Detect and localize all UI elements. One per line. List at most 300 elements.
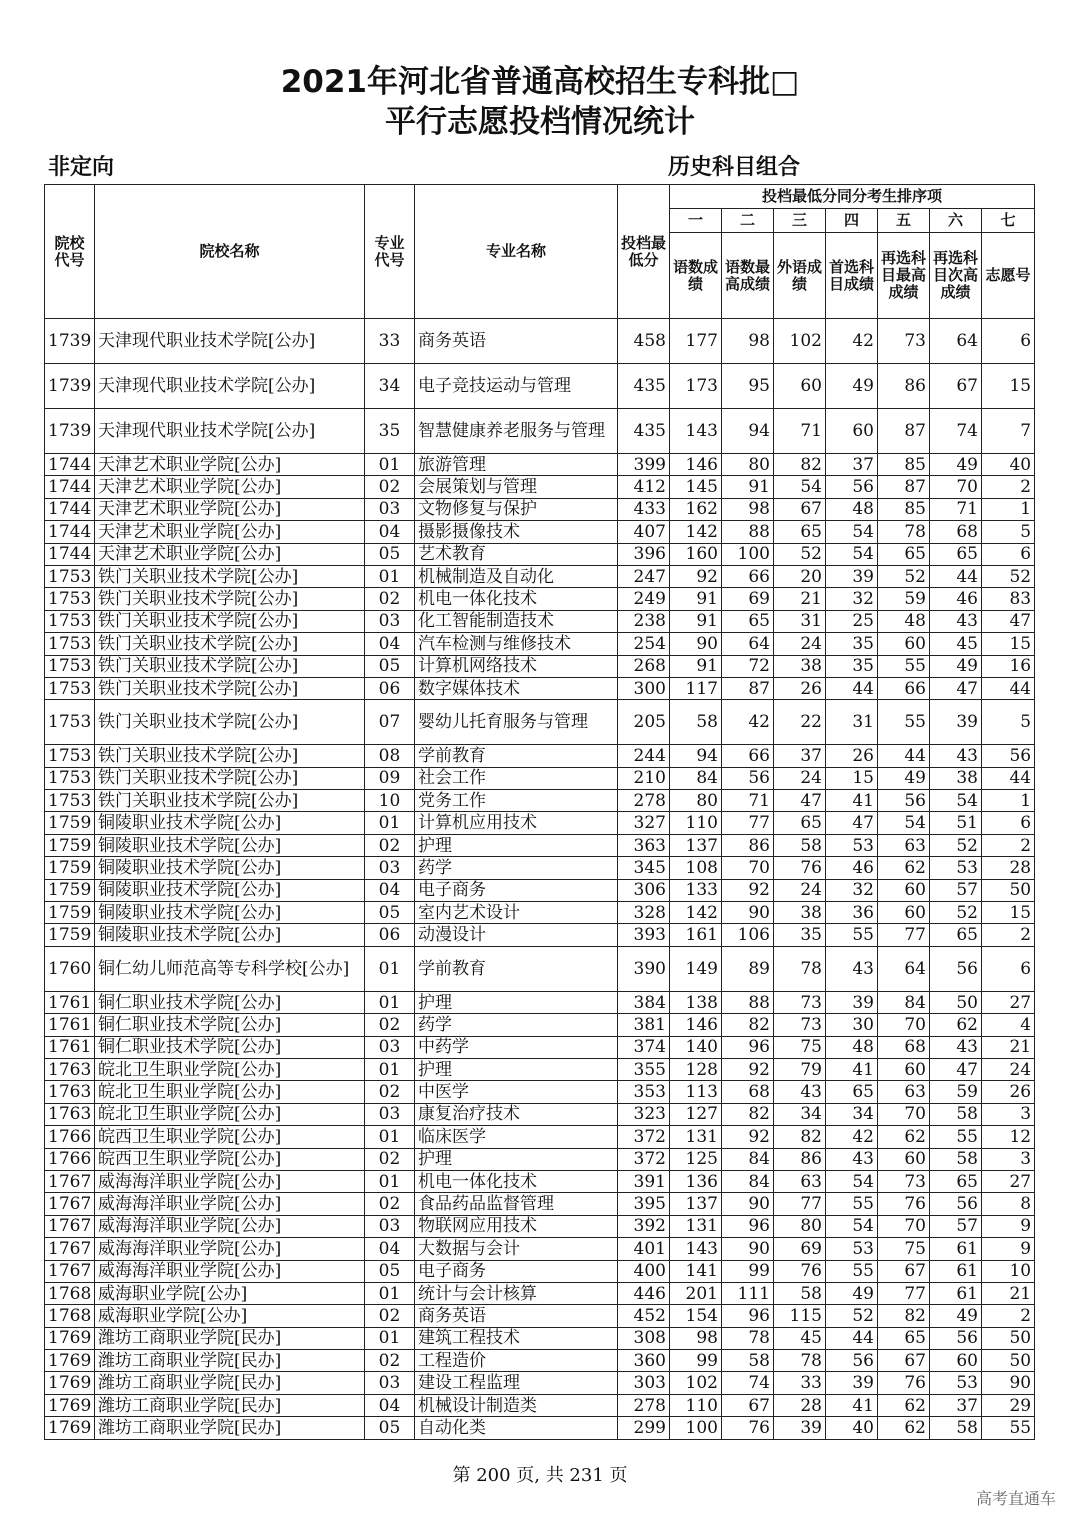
cell-school-name: 天津现代职业技术学院[公办] [95, 409, 365, 454]
cell-score-chinese-math: 160 [670, 543, 722, 565]
cell-major-name: 室内艺术设计 [415, 902, 618, 924]
cell-score-elective-second: 44 [930, 565, 982, 587]
table-row [45, 655, 1035, 677]
cell-school-code: 1744 [45, 454, 95, 476]
cell-school-name: 皖西卫生职业学院[公办] [95, 1148, 365, 1170]
cell-school-code: 1753 [45, 655, 95, 677]
cell-school-name: 天津现代职业技术学院[公办] [95, 364, 365, 409]
cell-score-first-subject: 54 [826, 1170, 878, 1192]
cell-score-chinese-math: 117 [670, 677, 722, 699]
header-item-4: 首选科目成绩 [826, 233, 878, 319]
cell-score-elective-second: 53 [930, 857, 982, 879]
cell-min-score: 327 [618, 812, 670, 834]
cell-score-elective-max: 65 [878, 543, 930, 565]
cell-score-chinese-math-max: 82 [722, 1103, 774, 1125]
cell-school-name: 潍坊工商职业学院[民办] [95, 1372, 365, 1394]
cell-school-code: 1739 [45, 319, 95, 364]
cell-preference-number: 12 [982, 1126, 1035, 1148]
table-row [45, 1036, 1035, 1058]
cell-major-code: 06 [365, 677, 415, 699]
table-row [45, 476, 1035, 498]
cell-preference-number: 9 [982, 1215, 1035, 1237]
cell-school-code: 1763 [45, 1081, 95, 1103]
cell-score-chinese-math: 58 [670, 700, 722, 745]
cell-score-first-subject: 32 [826, 588, 878, 610]
cell-score-elective-max: 76 [878, 1372, 930, 1394]
table-row [45, 588, 1035, 610]
cell-score-elective-max: 48 [878, 610, 930, 632]
cell-major-name: 药学 [415, 857, 618, 879]
cell-major-code: 01 [365, 1327, 415, 1349]
cell-min-score: 433 [618, 498, 670, 520]
cell-score-chinese-math-max: 58 [722, 1350, 774, 1372]
cell-major-code: 03 [365, 857, 415, 879]
table-row [45, 1417, 1035, 1439]
cell-school-name: 天津艺术职业学院[公办] [95, 454, 365, 476]
watermark: 高考直通车 [975, 1489, 1056, 1508]
cell-score-chinese-math-max: 111 [722, 1282, 774, 1304]
cell-school-name: 皖北卫生职业学院[公办] [95, 1103, 365, 1125]
cell-major-name: 艺术教育 [415, 543, 618, 565]
cell-preference-number: 2 [982, 476, 1035, 498]
cell-major-name: 护理 [415, 991, 618, 1013]
header-school-name: 院校名称 [95, 185, 365, 319]
table-row [45, 1238, 1035, 1260]
header-rank-2: 二 [722, 209, 774, 233]
cell-score-foreign: 26 [774, 677, 826, 699]
cell-score-chinese-math-max: 96 [722, 1305, 774, 1327]
cell-score-chinese-math: 99 [670, 1350, 722, 1372]
cell-major-code: 04 [365, 1394, 415, 1416]
cell-school-name: 铁门关职业技术学院[公办] [95, 610, 365, 632]
table-row [45, 1372, 1035, 1394]
cell-major-code: 01 [365, 454, 415, 476]
cell-score-chinese-math-max: 96 [722, 1036, 774, 1058]
cell-score-elective-second: 51 [930, 812, 982, 834]
cell-major-code: 01 [365, 565, 415, 587]
cell-score-chinese-math-max: 66 [722, 745, 774, 767]
cell-min-score: 395 [618, 1193, 670, 1215]
cell-score-elective-second: 56 [930, 1193, 982, 1215]
cell-score-first-subject: 53 [826, 1238, 878, 1260]
cell-school-code: 1766 [45, 1148, 95, 1170]
cell-school-name: 潍坊工商职业学院[民办] [95, 1327, 365, 1349]
cell-score-chinese-math-max: 65 [722, 610, 774, 632]
cell-score-foreign: 82 [774, 1126, 826, 1148]
cell-min-score: 278 [618, 1394, 670, 1416]
cell-major-name: 文物修复与保护 [415, 498, 618, 520]
table-row [45, 1394, 1035, 1416]
cell-min-score: 452 [618, 1305, 670, 1327]
cell-score-chinese-math: 154 [670, 1305, 722, 1327]
cell-school-code: 1753 [45, 677, 95, 699]
cell-score-elective-second: 38 [930, 767, 982, 789]
cell-score-elective-second: 46 [930, 588, 982, 610]
cell-min-score: 247 [618, 565, 670, 587]
cell-major-name: 计算机网络技术 [415, 655, 618, 677]
cell-major-name: 建筑工程技术 [415, 1327, 618, 1349]
cell-score-chinese-math-max: 42 [722, 700, 774, 745]
table-row [45, 1103, 1035, 1125]
cell-major-code: 35 [365, 409, 415, 454]
cell-score-chinese-math-max: 90 [722, 1238, 774, 1260]
cell-major-code: 34 [365, 364, 415, 409]
cell-score-chinese-math: 127 [670, 1103, 722, 1125]
cell-score-foreign: 58 [774, 834, 826, 856]
cell-major-code: 08 [365, 745, 415, 767]
table-row [45, 454, 1035, 476]
cell-school-name: 威海海洋职业学院[公办] [95, 1260, 365, 1282]
table-row [45, 498, 1035, 520]
cell-score-chinese-math-max: 84 [722, 1148, 774, 1170]
cell-min-score: 254 [618, 633, 670, 655]
cell-school-code: 1753 [45, 700, 95, 745]
cell-preference-number: 47 [982, 610, 1035, 632]
cell-score-first-subject: 47 [826, 812, 878, 834]
cell-school-name: 威海海洋职业学院[公办] [95, 1215, 365, 1237]
table-row [45, 1305, 1035, 1327]
cell-score-foreign: 33 [774, 1372, 826, 1394]
cell-score-elective-max: 65 [878, 1327, 930, 1349]
header-major-code: 专业代号 [365, 185, 415, 319]
cell-school-name: 铁门关职业技术学院[公办] [95, 677, 365, 699]
cell-score-elective-max: 70 [878, 1103, 930, 1125]
cell-preference-number: 24 [982, 1058, 1035, 1080]
cell-major-code: 03 [365, 1036, 415, 1058]
cell-score-elective-max: 84 [878, 991, 930, 1013]
cell-major-name: 电子竞技运动与管理 [415, 364, 618, 409]
cell-school-code: 1753 [45, 790, 95, 812]
cell-score-elective-second: 64 [930, 319, 982, 364]
cell-score-chinese-math: 98 [670, 1327, 722, 1349]
header-rank-3: 三 [774, 209, 826, 233]
cell-major-name: 临床医学 [415, 1126, 618, 1148]
cell-major-name: 学前教育 [415, 745, 618, 767]
cell-major-code: 01 [365, 1282, 415, 1304]
cell-score-elective-max: 64 [878, 946, 930, 991]
table-row [45, 633, 1035, 655]
cell-major-code: 33 [365, 319, 415, 364]
cell-score-first-subject: 35 [826, 633, 878, 655]
cell-score-elective-second: 47 [930, 677, 982, 699]
cell-score-first-subject: 46 [826, 857, 878, 879]
cell-preference-number: 6 [982, 543, 1035, 565]
cell-score-first-subject: 41 [826, 1394, 878, 1416]
cell-score-elective-max: 59 [878, 588, 930, 610]
cell-score-elective-second: 56 [930, 1327, 982, 1349]
cell-school-name: 潍坊工商职业学院[民办] [95, 1350, 365, 1372]
cell-school-name: 皖北卫生职业学院[公办] [95, 1058, 365, 1080]
cell-min-score: 393 [618, 924, 670, 946]
cell-school-name: 威海职业学院[公办] [95, 1282, 365, 1304]
cell-score-elective-second: 57 [930, 1215, 982, 1237]
cell-score-first-subject: 56 [826, 1350, 878, 1372]
cell-score-elective-second: 71 [930, 498, 982, 520]
cell-preference-number: 3 [982, 1148, 1035, 1170]
cell-major-name: 物联网应用技术 [415, 1215, 618, 1237]
admission-table [44, 184, 1035, 1440]
cell-score-first-subject: 54 [826, 1215, 878, 1237]
cell-score-elective-max: 67 [878, 1260, 930, 1282]
cell-score-elective-second: 56 [930, 946, 982, 991]
cell-preference-number: 90 [982, 1372, 1035, 1394]
cell-preference-number: 40 [982, 454, 1035, 476]
cell-major-code: 01 [365, 1170, 415, 1192]
cell-score-elective-second: 43 [930, 745, 982, 767]
cell-min-score: 306 [618, 879, 670, 901]
cell-school-code: 1753 [45, 633, 95, 655]
cell-preference-number: 4 [982, 1014, 1035, 1036]
table-row [45, 409, 1035, 454]
cell-score-elective-max: 76 [878, 1193, 930, 1215]
cell-min-score: 446 [618, 1282, 670, 1304]
cell-school-code: 1769 [45, 1417, 95, 1439]
cell-score-foreign: 22 [774, 700, 826, 745]
cell-preference-number: 3 [982, 1103, 1035, 1125]
table-row [45, 1260, 1035, 1282]
cell-min-score: 210 [618, 767, 670, 789]
cell-school-code: 1739 [45, 409, 95, 454]
cell-score-foreign: 47 [774, 790, 826, 812]
cell-preference-number: 15 [982, 902, 1035, 924]
cell-min-score: 355 [618, 1058, 670, 1080]
cell-major-code: 02 [365, 1193, 415, 1215]
cell-score-elective-max: 73 [878, 319, 930, 364]
cell-score-elective-second: 57 [930, 879, 982, 901]
cell-score-elective-max: 68 [878, 1036, 930, 1058]
cell-preference-number: 44 [982, 677, 1035, 699]
cell-preference-number: 1 [982, 790, 1035, 812]
cell-school-code: 1769 [45, 1350, 95, 1372]
cell-school-code: 1767 [45, 1193, 95, 1215]
cell-school-name: 铜陵职业技术学院[公办] [95, 879, 365, 901]
cell-score-foreign: 65 [774, 521, 826, 543]
cell-min-score: 401 [618, 1238, 670, 1260]
cell-score-foreign: 24 [774, 633, 826, 655]
cell-score-foreign: 63 [774, 1170, 826, 1192]
cell-score-chinese-math-max: 92 [722, 1058, 774, 1080]
header-item-1: 语数成绩 [670, 233, 722, 319]
cell-score-elective-second: 37 [930, 1394, 982, 1416]
cell-score-chinese-math: 131 [670, 1126, 722, 1148]
cell-score-foreign: 80 [774, 1215, 826, 1237]
cell-score-first-subject: 40 [826, 1417, 878, 1439]
cell-score-first-subject: 35 [826, 655, 878, 677]
cell-score-chinese-math-max: 95 [722, 364, 774, 409]
cell-school-name: 皖北卫生职业学院[公办] [95, 1081, 365, 1103]
cell-score-first-subject: 34 [826, 1103, 878, 1125]
cell-preference-number: 7 [982, 409, 1035, 454]
page-title: 2021年河北省普通高校招生专科批□ [280, 64, 800, 100]
table-row [45, 991, 1035, 1013]
cell-score-foreign: 24 [774, 767, 826, 789]
cell-major-name: 机械制造及自动化 [415, 565, 618, 587]
cell-score-elective-second: 52 [930, 902, 982, 924]
cell-score-first-subject: 44 [826, 677, 878, 699]
cell-school-name: 天津艺术职业学院[公办] [95, 543, 365, 565]
header-item-6: 再选科目次高成绩 [930, 233, 982, 319]
cell-preference-number: 5 [982, 700, 1035, 745]
cell-score-elective-second: 74 [930, 409, 982, 454]
cell-school-code: 1753 [45, 588, 95, 610]
table-row [45, 1014, 1035, 1036]
cell-score-chinese-math: 177 [670, 319, 722, 364]
cell-school-name: 铜陵职业技术学院[公办] [95, 924, 365, 946]
cell-major-code: 05 [365, 1260, 415, 1282]
table-row [45, 834, 1035, 856]
cell-major-code: 09 [365, 767, 415, 789]
table-row [45, 1148, 1035, 1170]
cell-score-elective-max: 86 [878, 364, 930, 409]
cell-major-code: 01 [365, 991, 415, 1013]
cell-school-name: 天津艺术职业学院[公办] [95, 498, 365, 520]
cell-score-chinese-math-max: 88 [722, 521, 774, 543]
cell-preference-number: 6 [982, 812, 1035, 834]
cell-score-foreign: 52 [774, 543, 826, 565]
header-rank-1: 一 [670, 209, 722, 233]
cell-score-elective-max: 82 [878, 1305, 930, 1327]
cell-score-foreign: 58 [774, 1282, 826, 1304]
cell-score-first-subject: 39 [826, 1372, 878, 1394]
cell-major-name: 护理 [415, 834, 618, 856]
cell-min-score: 458 [618, 319, 670, 364]
cell-score-first-subject: 43 [826, 1148, 878, 1170]
cell-major-name: 婴幼儿托育服务与管理 [415, 700, 618, 745]
cell-score-chinese-math-max: 74 [722, 1372, 774, 1394]
cell-major-code: 03 [365, 1372, 415, 1394]
cell-score-chinese-math: 91 [670, 655, 722, 677]
table-row [45, 745, 1035, 767]
cell-preference-number: 21 [982, 1036, 1035, 1058]
cell-major-name: 机电一体化技术 [415, 1170, 618, 1192]
cell-score-first-subject: 52 [826, 1305, 878, 1327]
cell-score-chinese-math-max: 100 [722, 543, 774, 565]
cell-score-chinese-math-max: 89 [722, 946, 774, 991]
cell-score-chinese-math-max: 84 [722, 1170, 774, 1192]
cell-school-name: 潍坊工商职业学院[民办] [95, 1417, 365, 1439]
cell-major-code: 01 [365, 946, 415, 991]
cell-score-foreign: 115 [774, 1305, 826, 1327]
cell-score-foreign: 31 [774, 610, 826, 632]
cell-preference-number: 26 [982, 1081, 1035, 1103]
cell-score-elective-max: 60 [878, 633, 930, 655]
cell-score-first-subject: 41 [826, 790, 878, 812]
cell-score-elective-second: 61 [930, 1260, 982, 1282]
table-row [45, 946, 1035, 991]
cell-school-name: 铜陵职业技术学院[公办] [95, 834, 365, 856]
cell-score-foreign: 35 [774, 924, 826, 946]
cell-score-first-subject: 25 [826, 610, 878, 632]
cell-min-score: 381 [618, 1014, 670, 1036]
table-row [45, 1081, 1035, 1103]
cell-major-code: 03 [365, 498, 415, 520]
cell-preference-number: 29 [982, 1394, 1035, 1416]
cell-score-first-subject: 60 [826, 409, 878, 454]
cell-preference-number: 44 [982, 767, 1035, 789]
cell-score-chinese-math: 133 [670, 879, 722, 901]
cell-score-chinese-math: 173 [670, 364, 722, 409]
cell-score-first-subject: 15 [826, 767, 878, 789]
cell-major-code: 01 [365, 1126, 415, 1148]
cell-score-elective-second: 60 [930, 1350, 982, 1372]
cell-preference-number: 27 [982, 1170, 1035, 1192]
cell-school-code: 1768 [45, 1305, 95, 1327]
cell-score-chinese-math: 102 [670, 1372, 722, 1394]
cell-score-chinese-math: 110 [670, 1394, 722, 1416]
cell-score-elective-max: 60 [878, 1058, 930, 1080]
cell-score-foreign: 43 [774, 1081, 826, 1103]
cell-major-name: 智慧健康养老服务与管理 [415, 409, 618, 454]
cell-major-name: 动漫设计 [415, 924, 618, 946]
cell-score-chinese-math-max: 99 [722, 1260, 774, 1282]
cell-score-chinese-math: 137 [670, 834, 722, 856]
cell-school-code: 1767 [45, 1215, 95, 1237]
cell-score-foreign: 21 [774, 588, 826, 610]
cell-preference-number: 27 [982, 991, 1035, 1013]
cell-score-elective-second: 58 [930, 1417, 982, 1439]
cell-major-code: 01 [365, 812, 415, 834]
cell-min-score: 412 [618, 476, 670, 498]
cell-preference-number: 16 [982, 655, 1035, 677]
cell-score-elective-second: 65 [930, 543, 982, 565]
cell-preference-number: 8 [982, 1193, 1035, 1215]
cell-preference-number: 6 [982, 319, 1035, 364]
cell-school-name: 铜陵职业技术学院[公办] [95, 857, 365, 879]
cell-school-name: 天津艺术职业学院[公办] [95, 476, 365, 498]
cell-score-chinese-math: 161 [670, 924, 722, 946]
cell-major-code: 02 [365, 1305, 415, 1327]
cell-min-score: 249 [618, 588, 670, 610]
cell-school-name: 威海海洋职业学院[公办] [95, 1193, 365, 1215]
cell-major-code: 04 [365, 879, 415, 901]
cell-score-first-subject: 53 [826, 834, 878, 856]
cell-score-chinese-math: 142 [670, 902, 722, 924]
cell-school-code: 1753 [45, 745, 95, 767]
cell-score-foreign: 34 [774, 1103, 826, 1125]
cell-score-elective-max: 87 [878, 476, 930, 498]
cell-score-elective-max: 60 [878, 1148, 930, 1170]
cell-score-elective-second: 43 [930, 1036, 982, 1058]
cell-score-elective-second: 61 [930, 1238, 982, 1260]
cell-score-chinese-math: 80 [670, 790, 722, 812]
cell-major-code: 02 [365, 588, 415, 610]
cell-score-chinese-math-max: 64 [722, 633, 774, 655]
table-row [45, 1170, 1035, 1192]
cell-major-name: 商务英语 [415, 1305, 618, 1327]
cell-min-score: 390 [618, 946, 670, 991]
cell-score-elective-max: 70 [878, 1014, 930, 1036]
cell-score-elective-second: 58 [930, 1103, 982, 1125]
cell-score-elective-max: 60 [878, 879, 930, 901]
cell-score-elective-second: 53 [930, 1372, 982, 1394]
cell-score-first-subject: 54 [826, 521, 878, 543]
cell-score-first-subject: 55 [826, 1260, 878, 1282]
cell-score-chinese-math: 128 [670, 1058, 722, 1080]
cell-score-chinese-math: 162 [670, 498, 722, 520]
cell-preference-number: 50 [982, 1327, 1035, 1349]
cell-score-chinese-math: 149 [670, 946, 722, 991]
cell-major-name: 机械设计制造类 [415, 1394, 618, 1416]
cell-score-first-subject: 39 [826, 565, 878, 587]
category-label: 非定向 [48, 155, 115, 180]
cell-score-chinese-math: 110 [670, 812, 722, 834]
cell-score-chinese-math-max: 80 [722, 454, 774, 476]
cell-score-elective-max: 73 [878, 1170, 930, 1192]
cell-major-code: 03 [365, 1215, 415, 1237]
cell-school-code: 1744 [45, 543, 95, 565]
cell-score-elective-second: 54 [930, 790, 982, 812]
cell-score-first-subject: 42 [826, 1126, 878, 1148]
